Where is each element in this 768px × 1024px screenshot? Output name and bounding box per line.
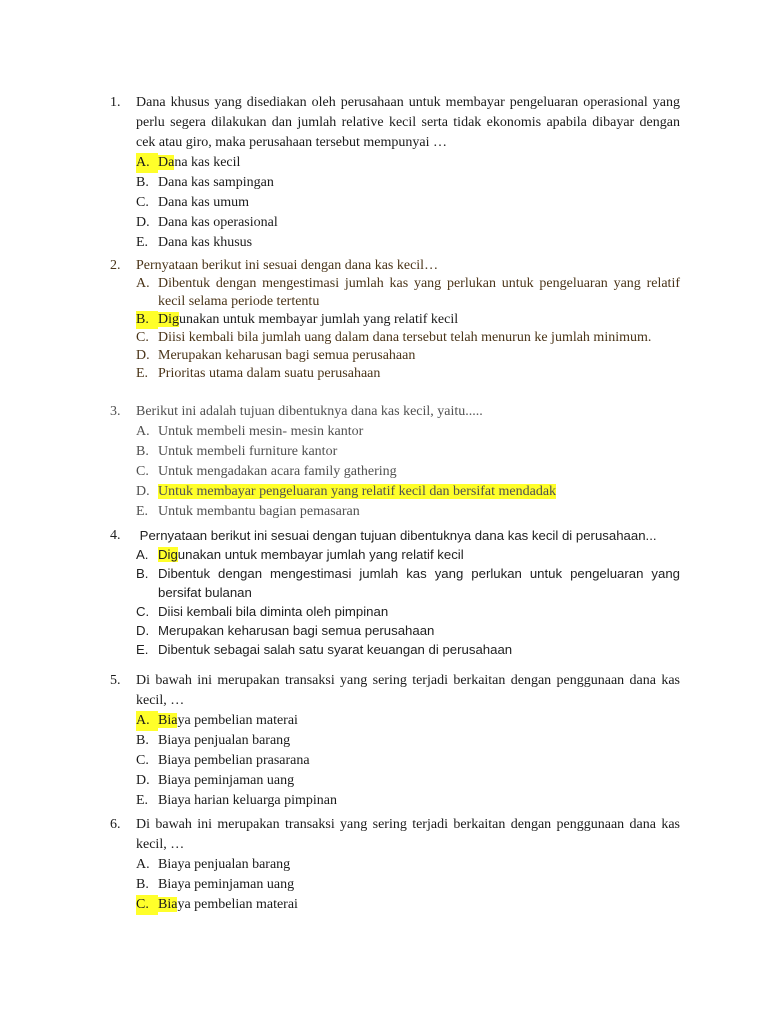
option-letter: D. bbox=[136, 773, 150, 788]
question-6 bbox=[110, 815, 680, 915]
option-letter: E. bbox=[136, 366, 149, 381]
option-e[interactable] bbox=[136, 502, 680, 522]
option-letter: C. bbox=[136, 753, 149, 768]
question-number: 1. bbox=[110, 95, 121, 110]
option-text: Dibentuk dengan mengestimasi jumlah kas yang perlukan untuk pengeluaran yang bersifat bulanan bbox=[158, 566, 680, 600]
question-number: 4. bbox=[110, 528, 121, 543]
question-number: 3. bbox=[110, 404, 121, 419]
option-b[interactable] bbox=[136, 731, 680, 751]
option-c[interactable] bbox=[136, 751, 680, 771]
question-text: Pernyataan berikut ini sesuai dengan dana kas kecil… bbox=[136, 258, 439, 273]
option-letter: C. bbox=[136, 604, 150, 619]
option-letter: C. bbox=[136, 330, 149, 345]
option-a[interactable] bbox=[136, 275, 680, 311]
option-text: Biaya penjualan barang bbox=[158, 857, 291, 872]
question-text: Dana khusus yang disediakan oleh perusahaan untuk membayar pengeluaran operasional yang perlu segera dilakukan dan jumlah relative kecil serta tidak ekonomis apabila dibayar dengan cek atau giro, maka perusahaan tersebut mempunyai … bbox=[136, 95, 680, 150]
option-letter: C. bbox=[136, 464, 149, 479]
option-highlight: Da bbox=[158, 155, 175, 170]
option-b[interactable] bbox=[136, 442, 680, 462]
option-letter: B. bbox=[136, 175, 149, 190]
option-letter: D. bbox=[136, 348, 150, 363]
option-letter: A. bbox=[136, 424, 150, 439]
option-c[interactable] bbox=[136, 602, 680, 621]
option-b[interactable] bbox=[136, 875, 680, 895]
option-letter: A. bbox=[136, 711, 158, 731]
option-text: Diisi kembali bila diminta oleh pimpinan bbox=[158, 604, 389, 619]
option-letter: D. bbox=[136, 215, 150, 230]
option-text: Untuk membeli mesin- mesin kantor bbox=[158, 424, 364, 439]
option-text: Diisi kembali bila jumlah uang dalam dana tersebut telah menurun ke jumlah minimum. bbox=[158, 330, 652, 345]
option-b[interactable] bbox=[136, 173, 680, 193]
question-number: 2. bbox=[110, 258, 121, 273]
option-letter: E. bbox=[136, 793, 149, 808]
option-letter: E. bbox=[136, 235, 149, 250]
option-letter: A. bbox=[136, 857, 150, 872]
question-text: Berikut ini adalah tujuan dibentuknya dana kas kecil, yaitu..... bbox=[136, 404, 483, 419]
option-highlight: Dig bbox=[158, 547, 178, 562]
option-letter: B. bbox=[136, 444, 149, 459]
question-text: Pernyataan berikut ini sesuai dengan tujuan dibentuknya dana kas kecil di perusahaan... bbox=[136, 528, 657, 543]
option-text: Merupakan keharusan bagi semua perusahaan bbox=[158, 623, 435, 638]
question-5-stem bbox=[110, 671, 680, 711]
option-text: Dana kas sampingan bbox=[158, 175, 274, 190]
question-3 bbox=[110, 402, 680, 522]
option-text: Dibentuk dengan mengestimasi jumlah kas yang perlukan untuk pengeluaran yang relatif kecil selama periode tertentu bbox=[158, 276, 680, 309]
option-highlight: Untuk membayar pengeluaran yang relatif kecil dan bersifat mendadak bbox=[158, 484, 557, 499]
option-text: unakan untuk membayar jumlah yang relatif kecil bbox=[179, 312, 459, 327]
option-c[interactable] bbox=[136, 462, 680, 482]
option-a[interactable] bbox=[136, 153, 680, 173]
option-letter: B. bbox=[136, 566, 149, 581]
option-letter: B. bbox=[136, 877, 149, 892]
option-a[interactable] bbox=[136, 711, 680, 731]
option-a[interactable] bbox=[136, 545, 680, 564]
question-text: Di bawah ini merupakan transaksi yang sering terjadi berkaitan dengan penggunaan dana kas kecil, … bbox=[136, 673, 680, 708]
option-letter: D. bbox=[136, 623, 150, 638]
question-1 bbox=[110, 93, 680, 253]
option-d[interactable] bbox=[136, 771, 680, 791]
option-text: Prioritas utama dalam suatu perusahaan bbox=[158, 366, 381, 381]
question-2 bbox=[110, 257, 680, 383]
option-letter: E. bbox=[136, 642, 149, 657]
option-letter: A. bbox=[136, 547, 149, 562]
option-b[interactable] bbox=[136, 311, 680, 329]
option-text: Biaya peminjaman uang bbox=[158, 877, 295, 892]
option-text: na kas kecil bbox=[174, 155, 241, 170]
option-text: ya pembelian materai bbox=[177, 713, 298, 728]
option-text: Biaya peminjaman uang bbox=[158, 773, 295, 788]
option-letter: A. bbox=[136, 276, 150, 291]
option-letter: E. bbox=[136, 504, 149, 519]
option-d[interactable] bbox=[136, 213, 680, 233]
option-c[interactable] bbox=[136, 895, 680, 915]
question-4-stem bbox=[110, 526, 680, 545]
option-e[interactable] bbox=[136, 640, 680, 659]
option-highlight: Bia bbox=[158, 713, 178, 728]
option-c[interactable] bbox=[136, 329, 680, 347]
option-text: Untuk membantu bagian pemasaran bbox=[158, 504, 360, 519]
option-letter: A. bbox=[136, 153, 158, 173]
question-4 bbox=[110, 526, 680, 659]
option-e[interactable] bbox=[136, 233, 680, 253]
option-text: Dana kas umum bbox=[158, 195, 249, 210]
option-a[interactable] bbox=[136, 422, 680, 442]
question-2-stem bbox=[110, 257, 680, 275]
question-5 bbox=[110, 671, 680, 811]
option-d[interactable] bbox=[136, 482, 680, 502]
option-text: Untuk mengadakan acara family gathering bbox=[158, 464, 397, 479]
option-letter: C. bbox=[136, 895, 158, 915]
question-text: Di bawah ini merupakan transaksi yang sering terjadi berkaitan dengan penggunaan dana kas kecil, … bbox=[136, 817, 680, 852]
option-text: ya pembelian materai bbox=[177, 897, 298, 912]
option-e[interactable] bbox=[136, 365, 680, 383]
option-text: Biaya harian keluarga pimpinan bbox=[158, 793, 337, 808]
option-d[interactable] bbox=[136, 347, 680, 365]
option-text: Dibentuk sebagai salah satu syarat keuangan di perusahaan bbox=[158, 642, 513, 657]
option-text: Untuk membeli furniture kantor bbox=[158, 444, 338, 459]
question-1-stem bbox=[110, 93, 680, 153]
option-b[interactable] bbox=[136, 564, 680, 602]
question-3-stem bbox=[110, 402, 680, 422]
option-text: Biaya pembelian prasarana bbox=[158, 753, 310, 768]
option-letter: B. bbox=[136, 733, 149, 748]
option-highlight: Bia bbox=[158, 897, 178, 912]
option-text: Dana kas khusus bbox=[158, 235, 253, 250]
option-text: Merupakan keharusan bagi semua perusahaan bbox=[158, 348, 416, 363]
option-letter: B. bbox=[136, 311, 158, 329]
option-text: Dana kas operasional bbox=[158, 215, 278, 230]
option-e[interactable] bbox=[136, 791, 680, 811]
option-highlight: Dig bbox=[158, 312, 179, 327]
question-number: 5. bbox=[110, 673, 121, 688]
option-text: Biaya penjualan barang bbox=[158, 733, 291, 748]
question-number: 6. bbox=[110, 817, 121, 832]
option-a[interactable] bbox=[136, 855, 680, 875]
question-6-stem bbox=[110, 815, 680, 855]
option-text: unakan untuk membayar jumlah yang relatif kecil bbox=[177, 547, 464, 562]
option-d[interactable] bbox=[136, 621, 680, 640]
option-letter: C. bbox=[136, 195, 149, 210]
option-letter: D. bbox=[136, 484, 150, 499]
option-c[interactable] bbox=[136, 193, 680, 213]
